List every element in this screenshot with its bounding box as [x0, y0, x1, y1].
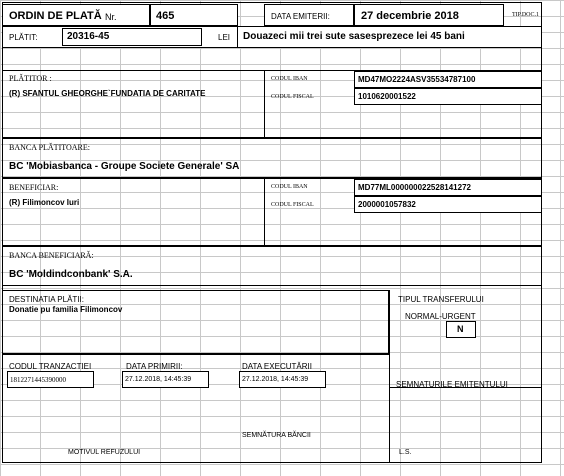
beneficiary-fiscal-label: CODUL FISCAL	[271, 202, 314, 208]
transfer-value: N	[457, 324, 464, 334]
date-label: DATA EMITERII:	[271, 12, 330, 21]
payer-bank-label: BANCA PLĂTITOARE:	[9, 143, 90, 152]
amount-label: PLĂTIT:	[9, 33, 38, 42]
payer-iban-label: CODUL IBAN	[271, 76, 308, 82]
beneficiary-bank-name: BC 'Moldindconbank' S.A.	[9, 269, 133, 280]
amount-value: 20316-45	[67, 31, 110, 42]
codes-top-line	[2, 354, 389, 355]
document-title: ORDIN DE PLATĂ	[9, 10, 102, 22]
payer-fiscal: 1010620001522	[358, 92, 416, 101]
transfer-type-name: NORMAL-URGENT	[405, 312, 476, 321]
primirii-label: DATA PRIMIRII:	[126, 362, 183, 371]
codes-right-line	[389, 290, 390, 462]
nr-value: 465	[156, 10, 175, 22]
tranz-value: 1812271445390000	[10, 376, 66, 384]
nr-label: Nr.	[105, 12, 117, 22]
ls-label: L.S.	[399, 449, 412, 456]
tip-doc-label: TIP.DOC.1	[512, 12, 540, 18]
beneficiary-label: BENEFICIAR:	[9, 183, 59, 192]
payer-fiscal-label: CODUL FISCAL	[271, 94, 314, 100]
beneficiary-name: (R) Filimoncov Iuri	[9, 198, 80, 207]
destination-label: DESTINATIA PLĂTII:	[9, 295, 84, 304]
date-value: 27 decembrie 2018	[361, 10, 459, 22]
currency-label: LEI	[218, 33, 231, 42]
payer-label: PLĂTITOR :	[9, 74, 52, 83]
transfer-type-label: TIPUL TRANSFERULUI	[398, 295, 484, 304]
tranz-label: CODUL TRANZACTIEI	[9, 362, 92, 371]
payer-bank-name: BC 'Mobiasbanca - Groupe Societe Generale' SA	[9, 161, 240, 172]
emitent-signature-label: SEMNATURILE EMITENTULUI	[396, 380, 508, 389]
beneficiary-fiscal: 2000001057832	[358, 200, 416, 209]
payer-name: (R) SFANTUL GHEORGHE`FUNDATIA DE CARITATE	[9, 89, 206, 98]
payer-iban: MD47MO2224ASV35534787100	[358, 75, 476, 84]
beneficiary-bank-label: BANCA BENEFICIARĂ:	[9, 251, 94, 260]
beneficiary-iban: MD77ML000000022528141272	[358, 183, 471, 192]
executarii-label: DATA EXECUTĂRII	[242, 362, 312, 371]
refusal-reason-label: MOTIVUL REFUZULUI	[68, 449, 141, 456]
beneficiary-iban-label: CODUL IBAN	[271, 184, 308, 190]
bank-signature-label: SEMNĂTURA BĂNCII	[242, 432, 311, 439]
destination-value: Donatie pu familia Filimoncov	[9, 305, 123, 314]
beneficiary-divider	[264, 178, 265, 246]
amount-divider	[237, 27, 238, 47]
amount-in-words: Douazeci mii trei sute sasesprezece lei 45 bani	[243, 31, 465, 42]
primirii-value: 27.12.2018, 14:45:39	[125, 376, 192, 383]
payer-divider	[264, 70, 265, 138]
executarii-value: 27.12.2018, 14:45:39	[242, 376, 309, 383]
